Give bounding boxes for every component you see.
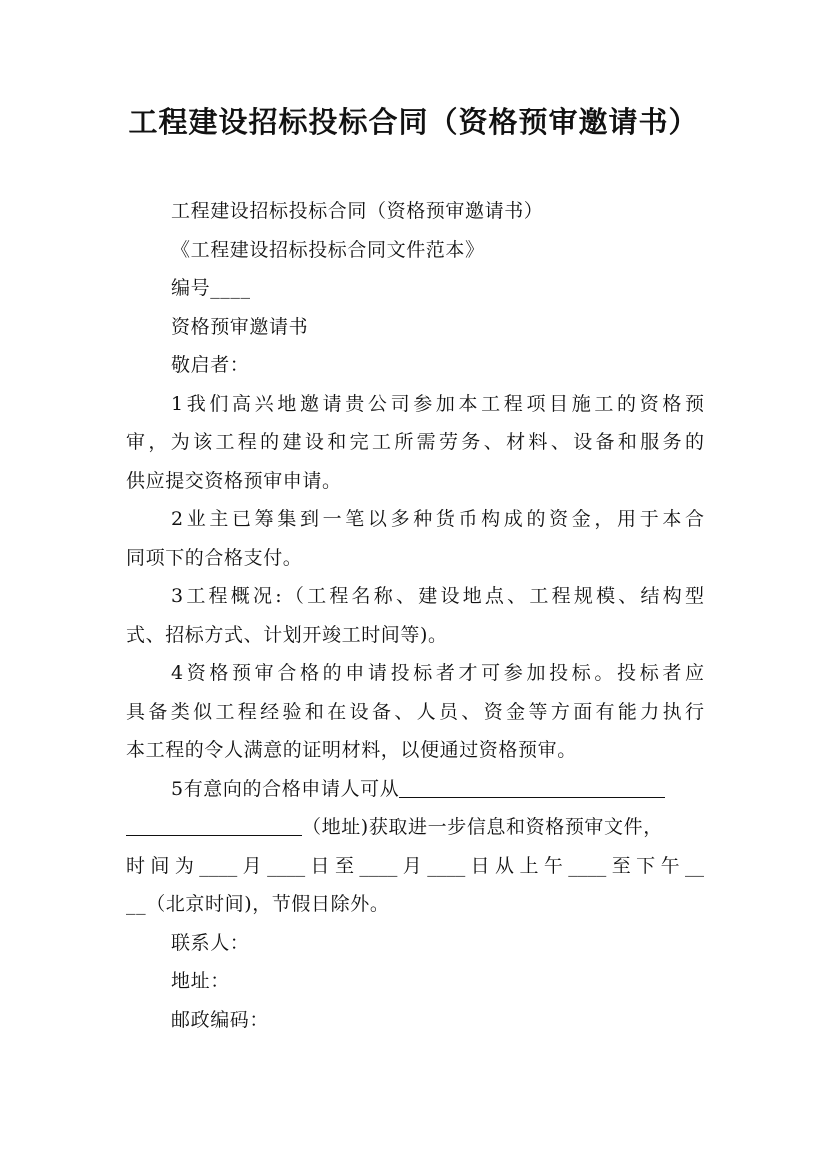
source-line: 《工程建设招标投标合同文件范本》: [171, 238, 485, 261]
paragraph-5: [126, 770, 704, 924]
paragraph-line: 本工程的令人满意的证明材料，以便通过资格预审。: [126, 739, 577, 761]
paragraph-4: [126, 654, 704, 770]
section-heading: 资格预审邀请书: [171, 315, 309, 338]
paragraph-line: [126, 770, 704, 809]
paragraph-line: 2业主已筹集到一笔以多种货币构成的资金，用于本合: [171, 508, 704, 530]
paragraph-line: 审，为该工程的建设和完工所需劳务、材料、设备和服务的: [126, 431, 704, 453]
paragraph-line: 式、招标方式、计划开竣工时间等)。: [126, 623, 448, 646]
address-blank: [126, 816, 302, 836]
paragraph-line: 3工程概况:（工程名称、建设地点、工程规模、结构型: [171, 585, 704, 607]
paragraph-line: __（北京时间)，节假日除外。: [126, 893, 390, 915]
paragraph-line: [126, 808, 704, 847]
document-title: 工程建设招标投标合同（资格预审邀请书）: [128, 105, 699, 139]
postcode-label: 邮政编码：: [171, 1008, 270, 1031]
paragraph-line: 4资格预审合格的申请投标者才可参加投标。投标者应: [171, 662, 704, 684]
document-body: [126, 192, 704, 1039]
paragraph-3: [126, 577, 704, 654]
paragraph-text: 5有意向的合格申请人可从: [171, 777, 400, 800]
address-blank: [399, 778, 665, 798]
paragraph-line: 1我们高兴地邀请贵公司参加本工程项目施工的资格预: [171, 392, 704, 415]
paragraph-line: 供应提交资格预审申请。: [126, 469, 342, 492]
paragraph-line: 同项下的合格支付。: [126, 546, 303, 569]
address-label: 地址：: [171, 970, 230, 992]
paragraph-text: （地址)获取进一步信息和资格预审文件，: [302, 816, 663, 838]
subtitle-line: 工程建设招标投标合同（资格预审邀请书）: [171, 200, 544, 222]
paragraph-line: 时间为____月____日至____月____日从上午____至下午__: [126, 854, 704, 877]
salutation: 敬启者：: [171, 354, 250, 376]
paragraph-1: [126, 385, 704, 501]
contact-label: 联系人：: [171, 931, 250, 954]
number-label: 编号____: [171, 277, 251, 299]
paragraph-line: 具备类似工程经验和在设备、人员、资金等方面有能力执行: [126, 700, 704, 723]
paragraph-2: [126, 500, 704, 577]
